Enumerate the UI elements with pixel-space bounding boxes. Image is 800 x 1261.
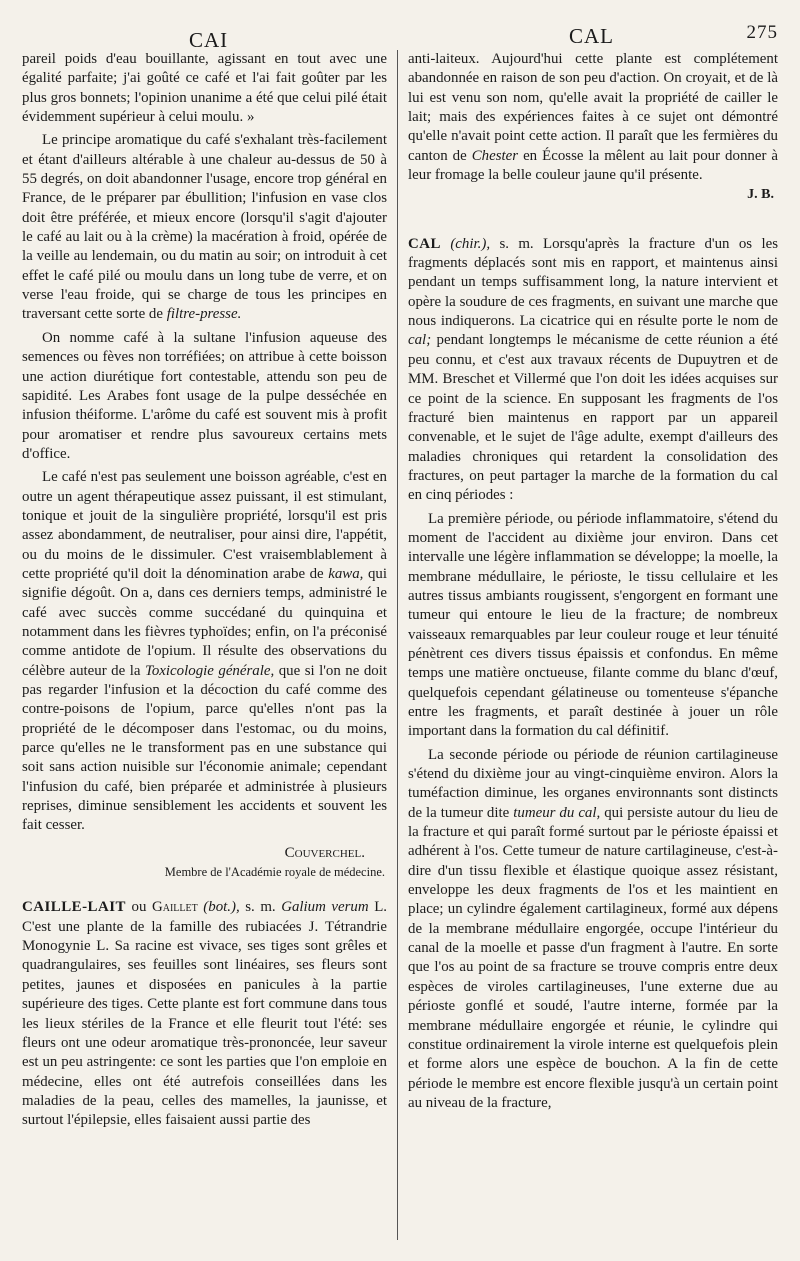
entry-headword: CAILLE-LAIT xyxy=(22,899,126,916)
paragraph-first-period: La première période, ou période inflammatoire, s'étend du moment de l'accident au dixième jour environ. Dans cet intervalle une légère inflammation se développe; la moelle, la membrane médullaire, le périoste, le tissu cellulaire et les autres tissus ambiants rougissent, s'engorgent en formant une tumeur qui entoure le lieu de la fracture; de nombreux vaisseaux remarquables par leur couleur rouge et leur ténuité pénètrent ces divers tissus épaissis et confondus. En même temps une matière onctueuse, filante comme du blanc d'œuf, quelquefois cependant gélatineuse ou tomenteuse s'épanche entre les fragments, et paraît destinée à jouer un rôle important dans la formation du cal définitif. xyxy=(408,510,778,740)
page-number: 275 xyxy=(746,22,778,43)
entry-cal: CAL (chir.), s. m. Lorsqu'après la fracture d'un os les fragments déplacés sont mis en rapport, et maintenus ainsi pendant un temps suffisamment long, la nature intervient et opère la soudure de ces fragments, en suivant une marche que nous indiquerons. La cicatrice qui en résulte porte le nom de cal; pendant longtemps le mécanisme de cette réunion a été peu connu, et c'est aux travaux récents de Dupuytren et de MM. Breschet et Villermé que l'on doit les idées acquises sur ce point de la science. En supposant les fragments de l'os fracturé bien maintenus en rapport par un appareil convenable, et le sujet de l'âge adulte, exempt d'ailleurs des maladies chroniques qui retardent la consolidation des fractures, on peut partager la marche de la formation du cal en cinq périodes : xyxy=(408,235,779,504)
paragraph-cafe-quote-end: pareil poids d'eau bouillante, agissant en tout avec une égalité parfaite; j'ai goûté ce café et l'ai fait goûter par les plus gros bonnets; l'opinion unanime a été que celui pilé était évidemment supérieur à celui moulu. » xyxy=(22,51,387,126)
author-signature: Couverchel. xyxy=(284,844,365,861)
left-column xyxy=(22,50,387,1131)
author-signature: J. B. xyxy=(747,187,774,203)
paragraph-second-period: La seconde période ou période de réunion cartilagineuse s'étend du dixième jour au vingt-cinquième environ. Alors la tuméfaction diminue, les organes environnants sont distincts de la tumeur dite tumeur du cal, qui persiste autour du lieu de la fracture et qui paraît formé surtout par le périoste épaissi et adhérent à l'os. Cette tumeur de nature cartilagineuse, c'est-à-dire d'un tissu flexible et élastique quoique assez résistant, enveloppe les deux fragments de l'os et les maintient en place; un cylindre également cartilagineux, formé aux dépens de la membrane médullaire engorgée, occupe l'intérieur du canal de la moelle et passe d'un fragment à l'autre. En sorte que l'os au point de sa fracture se trouve compris entre deux espèces de viroles cartilagineuses, l'une externe due au périoste gonflé et soudé, l'autre interne, formée par la membrane médullaire engorgée et réunie, le cylindre qui constitue ordinairement la virole interne est quelquefois plein et forme alors une espèce de bouchon. A la fin de cette période le membre est encore flexible jusqu'à un certain point au niveau de la fracture, xyxy=(408,746,778,1111)
paragraph-cafe-therapeutic: Le café n'est pas seulement une boisson agréable, c'est en outre un agent thérapeutique assez puissant, il est stimulant, tonique et jouit de la singulière propriété, lorsqu'il est pris assez abondamment, de neutraliser, pour ainsi dire, l'appétit, ou du moins de le dissimuler. C'est vraisemblablement à cette propriété qu'il doit la dénomination arabe de kawa, qui signifie dégoût. On a, dans ces derniers temps, administré le café avec succès comme succédané du quinquina et notamment dans les fièvres typhoïdes; enfin, on l'a préconisé comme antidote de l'opium. Il résulte des observations du célèbre auteur de la Toxicologie générale, que si l'on ne doit pas regarder l'infusion et la décoction du café comme des contre-poisons de l'opium, parce qu'elles n'ont pas la propriété de le décomposer dans l'estomac, ou du moins, parce qu'elles ne le transforment pas en une substance qui soit sans action nuisible sur l'économie animale; cependant l'infusion du café, bien préparée et administrée à plusieurs reprises, diminue sensiblement les accidents et souvent les fait cesser. xyxy=(22,469,388,834)
entry-caille-lait: CAILLE-LAIT ou Gaillet (bot.), s. m. Galium verum L. C'est une plante de la famille des rubiacées J. Tétrandrie Monogynie L. Sa racine est vivace, ses tiges sont grêles et quadrangulaires, ses feuilles sont linéaires, ses fleurs sont petites, jaunes et disposées en panicules à la partie supérieure des tiges. Cette plante est fort commune dans tous les lieux stériles de la France et elle fleurit tout l'été: ses fleurs ont une odeur aromatique très-prononcée, leur saveur est un peu astringente: ce sont les parties que l'on emploie en médecine, elles ont été autrefois conseillées dans les maladies de la peau, celles des mamelles, la jaunisse, et surtout l'épilepsie, elles faisaient aussi partie des xyxy=(22,899,388,1129)
paragraph-caille-lait-end: anti-laiteux. Aujourd'hui cette plante est complétement abandonnée en raison de son peu d'action. On croyait, et de là lui est venu son nom, qu'elle avait la propriété de cailler le lait; mais des expériences faites à ce sujet ont démontré qu'elle n'avait point cette action. Il paraît que les fermières du canton de Chester en Écosse la mêlent au lait pour donner à leur fromage la belle couleur jaune qu'il présente. xyxy=(408,51,779,184)
running-header xyxy=(24,20,778,50)
right-running-head: CAL xyxy=(569,24,614,48)
italic-term: filtre-presse. xyxy=(166,306,242,323)
right-column xyxy=(408,50,778,1113)
paragraph-cafe-sultane: On nomme café à la sultane l'infusion aqueuse des semences ou fèves non torréfiées; on attribue à cette boisson une action diurétique fort contestable, attendu son peu de sapidité. Les Arabes font usage de la pulpe desséchée en infusion théiforme. L'arôme du café est souvent mis à profit pour aromatiser et rendre plus savoureux certains mets d'office. xyxy=(22,329,387,462)
paragraph-cafe-aroma: Le principe aromatique du café s'exhalant très-facilement et étant d'ailleurs altérable à une chaleur au-dessus de 50 à 55 degrés, on doit abandonner l'usage, encore trop général en France, de le préparer par ébullition; l'infusion en vase clos doit être préférée, et mieux encore (lorsqu'il s'agit d'ajouter le café au lait ou à la crème) la macération à froid, opérée de la veille au lendemain, ou du matin au soir; on introduit à cet effet le café pilé ou moulu dans un long tube de verre, et on verse l'eau froide, qui se charge de tous les principes en traversant cette sorte de filtre-presse. xyxy=(22,132,387,323)
entry-headword: CAL xyxy=(408,235,441,252)
author-affiliation: Membre de l'Académie royale de médecine. xyxy=(164,865,385,880)
column-divider xyxy=(397,50,398,1240)
left-running-head: CAI xyxy=(189,28,229,52)
